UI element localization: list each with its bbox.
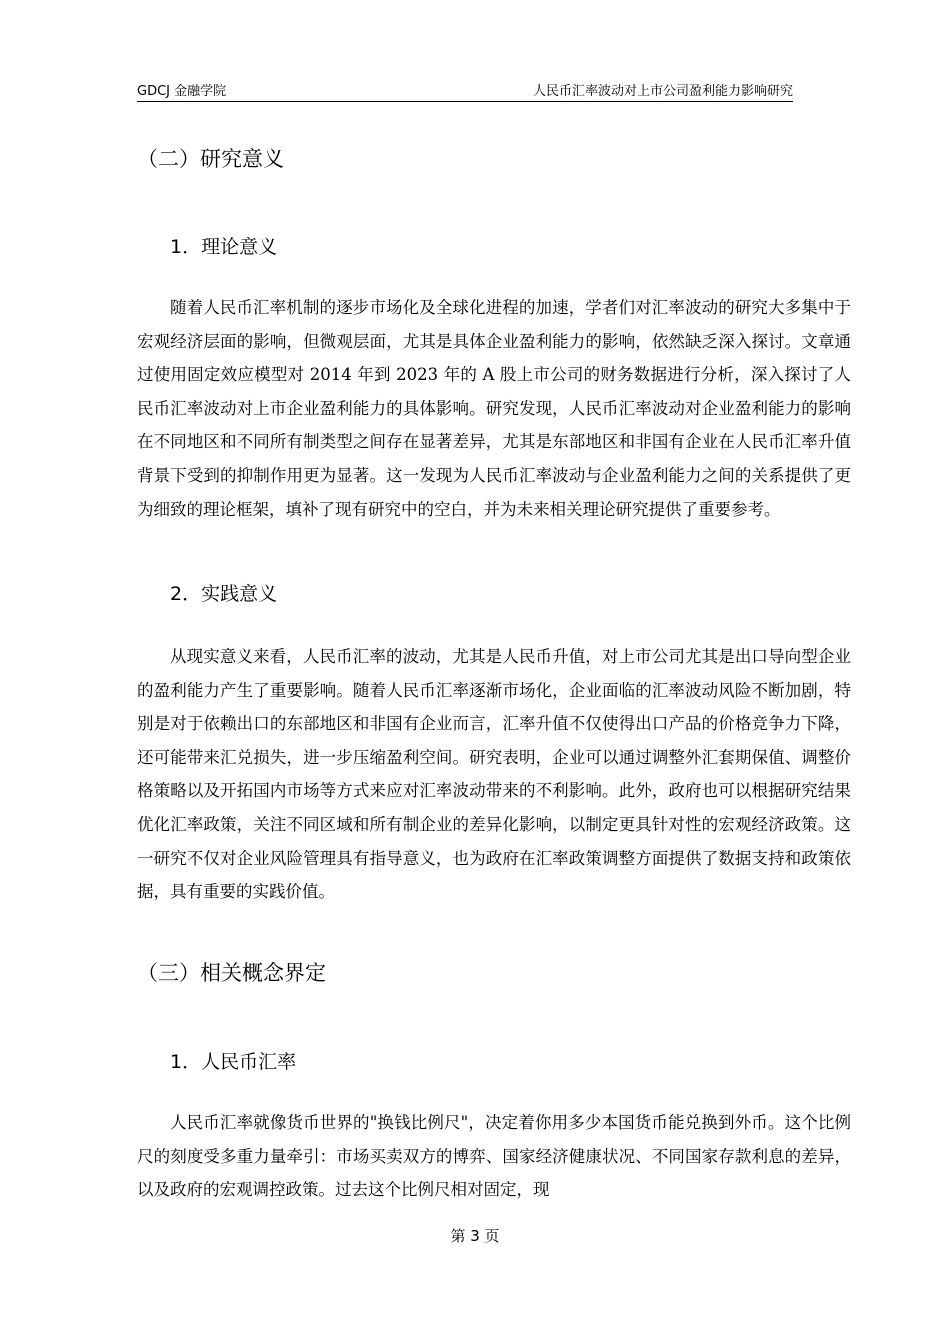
header-document-title: 人民币汇率波动对上市公司盈利能力影响研究	[532, 84, 793, 99]
page-number: 第 3 页	[450, 1227, 500, 1245]
section-heading-significance: （二）研究意义	[137, 147, 284, 171]
subsection-heading-rmb: 1．人民币汇率	[170, 1051, 297, 1073]
paragraph-rmb: 人民币汇率就像货币世界的"换钱比例尺"，决定着你用多少本国货币能兑换到外币。这个比例尺的刻度受多重力量牵引：市场买卖双方的博弈、国家经济健康状况、不同国家存款利息的差异，以及政府的宏观调控政策。过去这个比例尺相对固定，现	[137, 1113, 851, 1200]
paragraph-theory: 随着人民币汇率机制的逐步市场化及全球化进程的加速，学者们对汇率波动的研究大多集中于宏观经济层面的影响，但微观层面，尤其是具体企业盈利能力的影响，依然缺乏深入探讨。文章通过使用固定效应模型对 2014 年到 2023 年的 A 股上市公司的财务数据进行分析，深入探讨了人民币汇率波动对上市企业盈利能力的具体影响。研究发现，人民币汇率波动对企业盈利能力的影响在不同地区和不同所有制类型之间存在显著差异，尤其是东部地区和非国有企业在人民币汇率升值背景下受到的抑制作用更为显著。这一发现为人民币汇率波动与企业盈利能力之间的关系提供了更为细致的理论框架，填补了现有研究中的空白，并为未来相关理论研究提供了重要参考。	[137, 298, 851, 519]
paragraph-practice: 从现实意义来看，人民币汇率的波动，尤其是人民币升值，对上市公司尤其是出口导向型企业的盈利能力产生了重要影响。随着人民币汇率逐渐市场化，企业面临的汇率波动风险不断加剧，特别是对于依赖出口的东部地区和非国有企业而言，汇率升值不仅使得出口产品的价格竞争力下降，还可能带来汇兑损失，进一步压缩盈利空间。研究表明，企业可以通过调整外汇套期保值、调整价格策略以及开拓国内市场等方式来应对汇率波动带来的不利影响。此外，政府也可以根据研究结果优化汇率政策，关注不同区域和所有制企业的差异化影响，以制定更具针对性的宏观经济政策。这一研究不仅对企业风险管理具有指导意义，也为政府在汇率政策调整方面提供了数据支持和政策依据，具有重要的实践价值。	[137, 647, 851, 902]
page-header	[137, 83, 793, 102]
subsection-heading-practice: 2．实践意义	[170, 583, 278, 605]
section-heading-concepts: （三）相关概念界定	[137, 961, 326, 985]
subsection-heading-theory: 1．理论意义	[170, 236, 278, 258]
header-institution: GDCJ 金融学院	[137, 84, 227, 99]
